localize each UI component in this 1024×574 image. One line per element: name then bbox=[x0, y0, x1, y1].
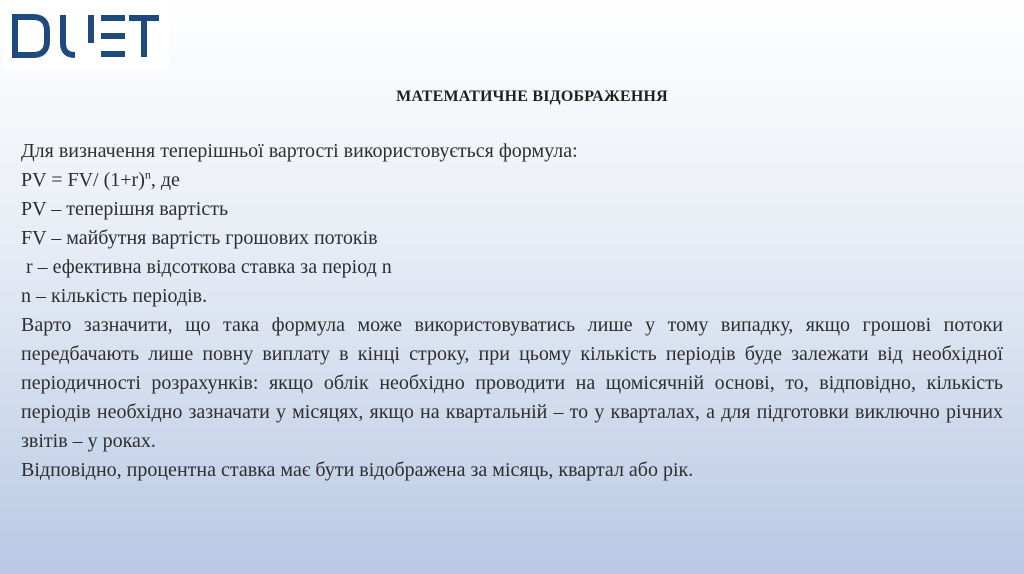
explanation-paragraph: Варто зазначити, що така формула може використовуватись лише у тому випадку, якщо грошові потоки передбачають лише повну виплату в кінці строку, при цьому кількість періодів буде залежати від необхідної періодичності розрахунків: якщо облік необхідно проводити на щомісячній основі, то, відповідно, кількість періодів необхідно зазначати у місяцях, якщо на квартальній – то у кварталах, а для підготовки виключно річних звітів – у роках. bbox=[21, 314, 1003, 452]
r-definition: r – ефективна відсоткова ставка за період n bbox=[21, 256, 392, 278]
formula-tail: , де bbox=[150, 169, 180, 191]
pv-definition: PV – теперішня вартість bbox=[21, 198, 229, 220]
formula-exponent: n bbox=[144, 167, 151, 182]
intro-line: Для визначення теперішньої вартості використовується формула: bbox=[21, 140, 578, 162]
slide-title: МАТЕМАТИЧНЕ ВІДОБРАЖЕННЯ bbox=[396, 88, 668, 105]
formula-main: PV = FV/ (1+r) bbox=[21, 169, 145, 191]
slide-body bbox=[21, 137, 1003, 485]
duet-logo-icon bbox=[11, 13, 161, 59]
n-definition: n – кількість періодів. bbox=[21, 285, 208, 307]
formula-line bbox=[21, 166, 1003, 195]
conclusion-paragraph: Відповідно, процентна ставка має бути відображена за місяць, квартал або рік. bbox=[21, 459, 694, 481]
fv-definition: FV – майбутня вартість грошових потоків bbox=[21, 227, 378, 249]
logo bbox=[3, 3, 169, 69]
